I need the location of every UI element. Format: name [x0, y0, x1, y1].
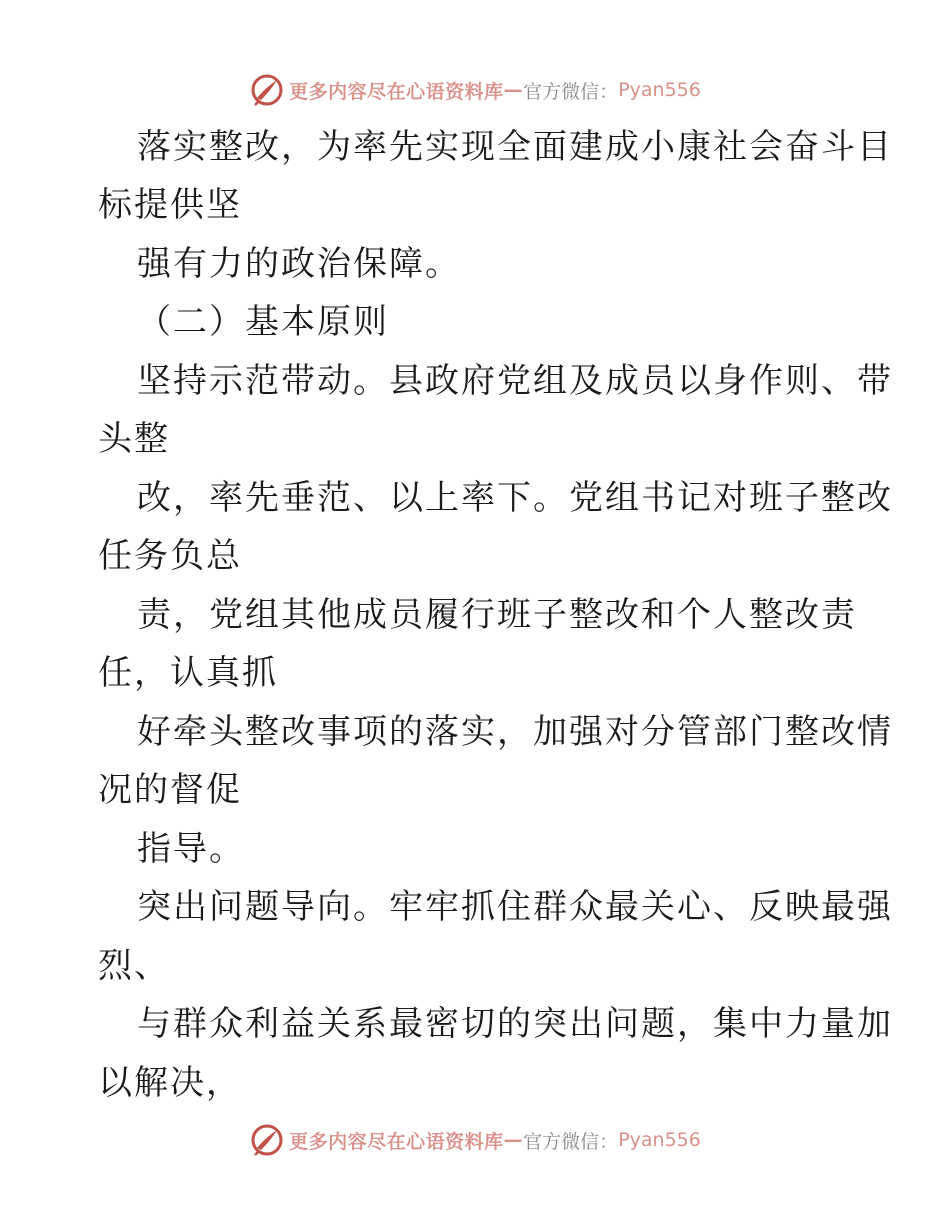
- body-line: 任务负总: [98, 536, 242, 576]
- body-line: 坚持示范带动。县政府党组及成员以身作则、带: [137, 361, 893, 401]
- body-line: 况的督促: [98, 770, 242, 810]
- promo-dash: —: [503, 79, 524, 101]
- section-heading: （二）基本原则: [137, 302, 389, 342]
- header-banner: [0, 70, 950, 110]
- wechat-label: 官方微信：: [523, 80, 619, 103]
- body-line: 烈、: [98, 946, 170, 986]
- wechat-label: 官方微信：: [523, 1130, 619, 1153]
- body-line: 强有力的政治保障。: [137, 244, 461, 284]
- body-line: 责，党组其他成员履行班子整改和个人整改责: [137, 595, 857, 635]
- body-line: 落实整改，为率先实现全面建成小康社会奋斗目: [137, 127, 893, 167]
- wechat-id: Pyan556: [618, 1129, 701, 1151]
- promo-text: 更多内容尽在心语资料库: [289, 80, 504, 103]
- promo-text: 更多内容尽在心语资料库: [289, 1130, 504, 1153]
- body-line: 好牵头整改事项的落实，加强对分管部门整改情: [137, 712, 893, 752]
- body-line: 以解决，: [98, 1063, 242, 1103]
- body-line: 头整: [98, 419, 170, 459]
- body-line: 标提供坚: [98, 185, 242, 225]
- body-line: 突出问题导向。牢牢抓住群众最关心、反映最强: [137, 887, 893, 927]
- promo-dash: —: [503, 1129, 524, 1151]
- body-line: 改，率先垂范、以上率下。党组书记对班子整改: [137, 478, 893, 518]
- body-line: 指导。: [137, 829, 245, 869]
- wechat-id: Pyan556: [618, 79, 701, 101]
- footer-banner: [0, 1120, 950, 1160]
- quill-logo-icon: [249, 1122, 285, 1158]
- quill-logo-icon: [249, 72, 285, 108]
- body-line: 与群众利益关系最密切的突出问题，集中力量加: [137, 1004, 893, 1044]
- body-line: 任，认真抓: [98, 653, 278, 693]
